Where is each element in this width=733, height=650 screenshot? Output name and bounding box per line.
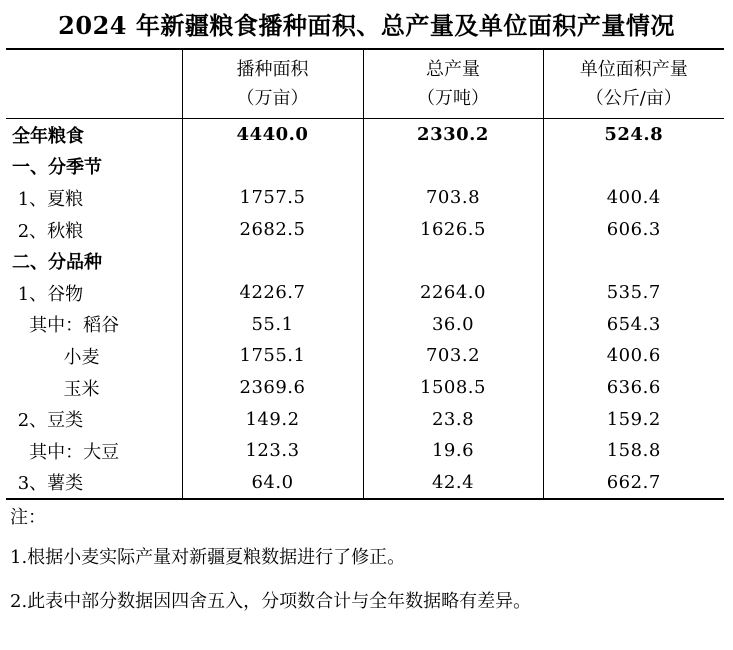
cell-yield: 158.8: [543, 435, 724, 467]
cell-yield: [543, 151, 724, 183]
header-output-name: 总产量: [426, 59, 480, 80]
cell-output: 2264.0: [363, 277, 543, 309]
cell-yield: 636.6: [543, 372, 724, 404]
cell-area: 123.3: [182, 435, 363, 467]
table-row: [6, 467, 724, 500]
row-label: 玉米: [12, 378, 100, 400]
table-row: [6, 372, 724, 404]
cell-output: 36.0: [363, 309, 543, 341]
header-item: [6, 49, 182, 119]
cell-output: 703.8: [363, 182, 543, 214]
row-label: 1、谷物: [12, 283, 84, 305]
header-area-name: 播种面积: [236, 59, 309, 80]
table-row: [6, 182, 724, 214]
cell-yield: 400.6: [543, 340, 724, 372]
row-label: 全年粮食: [12, 125, 84, 147]
cell-area: 2369.6: [182, 372, 363, 404]
header-yield: [543, 49, 724, 119]
cell-yield: 654.3: [543, 309, 724, 341]
table-row: [6, 435, 724, 467]
page-title: 2024 年新疆粮食播种面积、总产量及单位面积产量情况: [58, 11, 675, 40]
cell-yield: 159.2: [543, 403, 724, 435]
note-line-1: 1.根据小麦实际产量对新疆夏粮数据进行了修正。: [10, 547, 406, 568]
header-output-unit: （万吨）: [417, 88, 489, 109]
cell-yield: 524.8: [543, 119, 724, 151]
row-label: 2、秋粮: [12, 220, 84, 242]
table-row: [6, 151, 724, 183]
cell-output: 1626.5: [363, 214, 543, 246]
row-label: 小麦: [12, 346, 100, 368]
cell-area: 4226.7: [182, 277, 363, 309]
table-row: [6, 403, 724, 435]
row-label: 1、夏粮: [12, 188, 84, 210]
cell-output: 2330.2: [363, 119, 543, 151]
cell-output: [363, 245, 543, 277]
table-row: [6, 119, 724, 151]
cell-area: 4440.0: [182, 119, 363, 151]
table-row: [6, 340, 724, 372]
cell-yield: 606.3: [543, 214, 724, 246]
notes-title: 注：: [10, 507, 46, 528]
header-yield-unit: （公斤/亩）: [585, 88, 682, 109]
cell-area: 1755.1: [182, 340, 363, 372]
cell-yield: [543, 245, 724, 277]
cell-area: 1757.5: [182, 182, 363, 214]
table-body: [6, 119, 724, 500]
table-row: [6, 245, 724, 277]
cell-area: 149.2: [182, 403, 363, 435]
row-label: 一、分季节: [12, 157, 102, 179]
table-row: [6, 277, 724, 309]
row-label: 其中：大豆: [12, 441, 120, 463]
cell-area: 55.1: [182, 309, 363, 341]
row-label: 3、薯类: [6, 467, 182, 500]
cell-output: 23.8: [363, 403, 543, 435]
cell-yield: 662.7: [543, 467, 724, 500]
cell-output: 19.6: [363, 435, 543, 467]
header-yield-name: 单位面积产量: [579, 59, 688, 80]
statistics-table: [6, 48, 724, 500]
cell-output: 703.2: [363, 340, 543, 372]
cell-area: [182, 245, 363, 277]
table-header-row: [6, 49, 724, 119]
row-label: 二、分品种: [12, 252, 102, 274]
header-output: [363, 49, 543, 119]
cell-yield: 535.7: [543, 277, 724, 309]
cell-area: 2682.5: [182, 214, 363, 246]
note-line-2: 2.此表中部分数据因四舍五入，分项数合计与全年数据略有差异。: [10, 591, 532, 612]
header-area-unit: （万亩）: [236, 88, 309, 109]
cell-output: 1508.5: [363, 372, 543, 404]
table-row: [6, 214, 724, 246]
cell-area: 64.0: [182, 467, 363, 500]
cell-yield: 400.4: [543, 182, 724, 214]
cell-area: [182, 151, 363, 183]
cell-output: [363, 151, 543, 183]
header-area: [182, 49, 363, 119]
row-label: 2、豆类: [12, 410, 84, 432]
notes-section: [10, 503, 725, 631]
cell-output: 42.4: [363, 467, 543, 500]
row-label: 其中：稻谷: [12, 315, 120, 337]
table-row: [6, 309, 724, 341]
